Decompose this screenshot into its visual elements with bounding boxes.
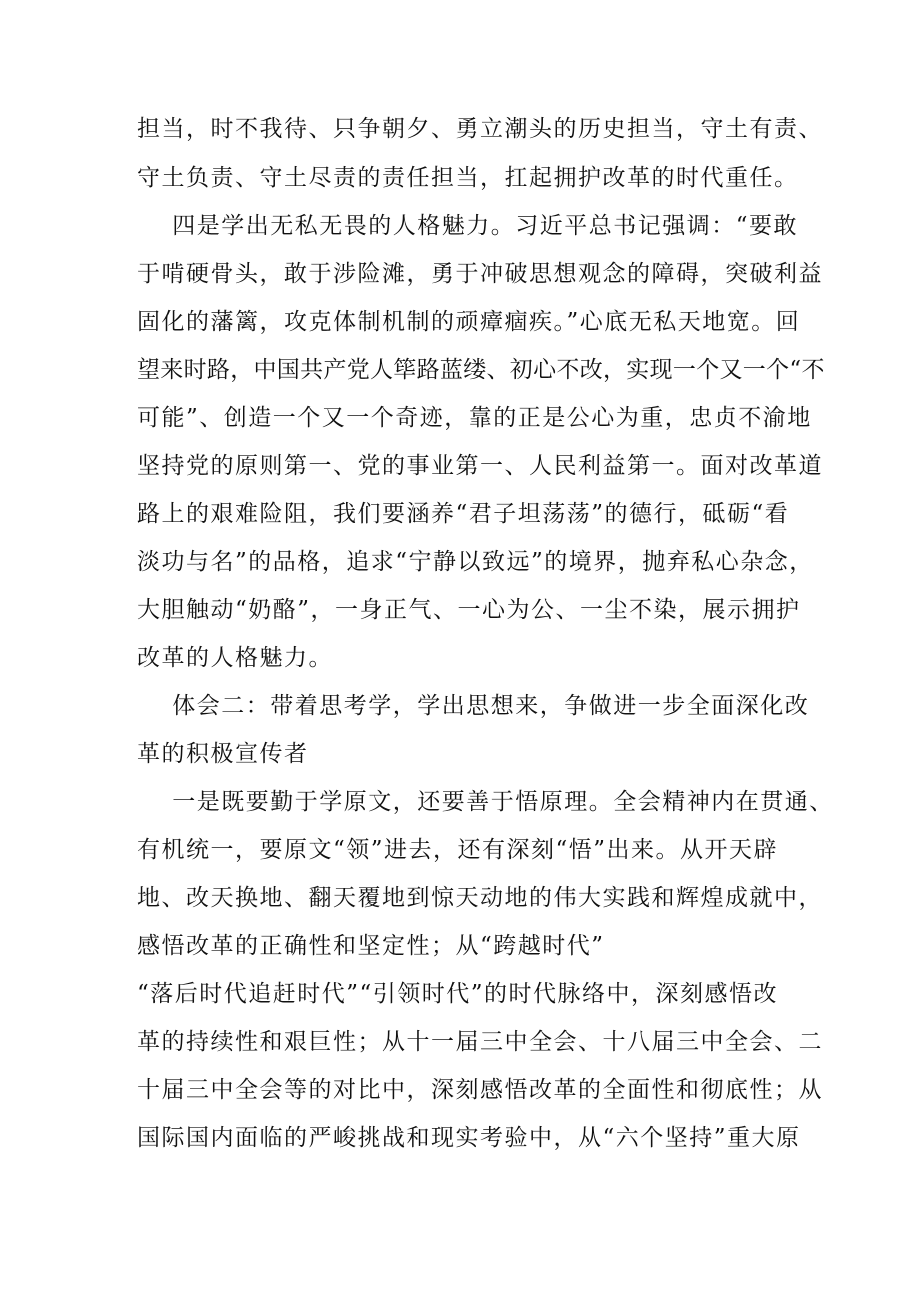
text-line: 淡功与名”的品格，追求“宁静以致远”的境界，抛弃私心杂念， [137,549,814,575]
text-line: 固化的藩篱，攻克体制机制的顽瘴痼疾。”心底无私天地宽。回 [137,309,801,335]
text-line: 于啃硬骨头，敢于涉险滩，勇于冲破思想观念的障碍，突破利益 [137,261,823,287]
text-line: 担当，时不我待、只争朝夕、勇立潮头的历史担当，守土有责、 [137,116,823,142]
text-line: 有机统一，要原文“领”进去，还有深刻“悟”出来。从开天辟 [137,837,779,863]
text-line: 望来时路，中国共产党人筚路蓝缕、初心不改，实现一个又一个“不 [137,357,825,383]
text-line: 坚持党的原则第一、党的事业第一、人民利益第一。面对改革道 [137,453,823,479]
text-line: “落后时代追赶时代”“引领时代”的时代脉络中，深刻感悟改 [137,981,779,1007]
text-line: 地、改天换地、翻天覆地到惊天动地的伟大实践和辉煌成就中， [137,885,823,911]
text-line: 改革的人格魅力。 [137,645,333,671]
text-line: 路上的艰难险阻，我们要涵养“君子坦荡荡”的德行，砥砺“看 [137,501,790,527]
paragraph-heading-1: 一是既要勤于学原文，还要善于悟原理。全会精神内在贯通、 [137,789,834,815]
text-line: 大胆触动“奶酪”，一身正气、一心为公、一尘不染，展示拥护 [137,597,801,623]
paragraph-heading-4: 四是学出无私无畏的人格魅力。习近平总书记强调：“要敢 [137,213,799,239]
text-line: 革的积极宣传者 [137,741,309,767]
text-line: 可能”、创造一个又一个奇迹，靠的正是公心为重，忠贞不渝地 [137,405,812,431]
text-line: 十届三中全会等的对比中，深刻感悟改革的全面性和彻底性；从 [137,1077,823,1103]
text-line: 守土负责、守土尽责的责任担当，扛起拥护改革的时代重任。 [137,165,799,191]
text-line: 革的持续性和艰巨性；从十一届三中全会、十八届三中全会、二 [137,1029,823,1055]
text-line: 国际国内面临的严峻挑战和现实考验中，从“六个坚持”重大原 [137,1125,801,1151]
section-heading: 体会二：带着思考学，学出思想来，争做进一步全面深化改 [137,693,810,719]
text-line: 感悟改革的正确性和坚定性；从“跨越时代” [137,933,605,959]
